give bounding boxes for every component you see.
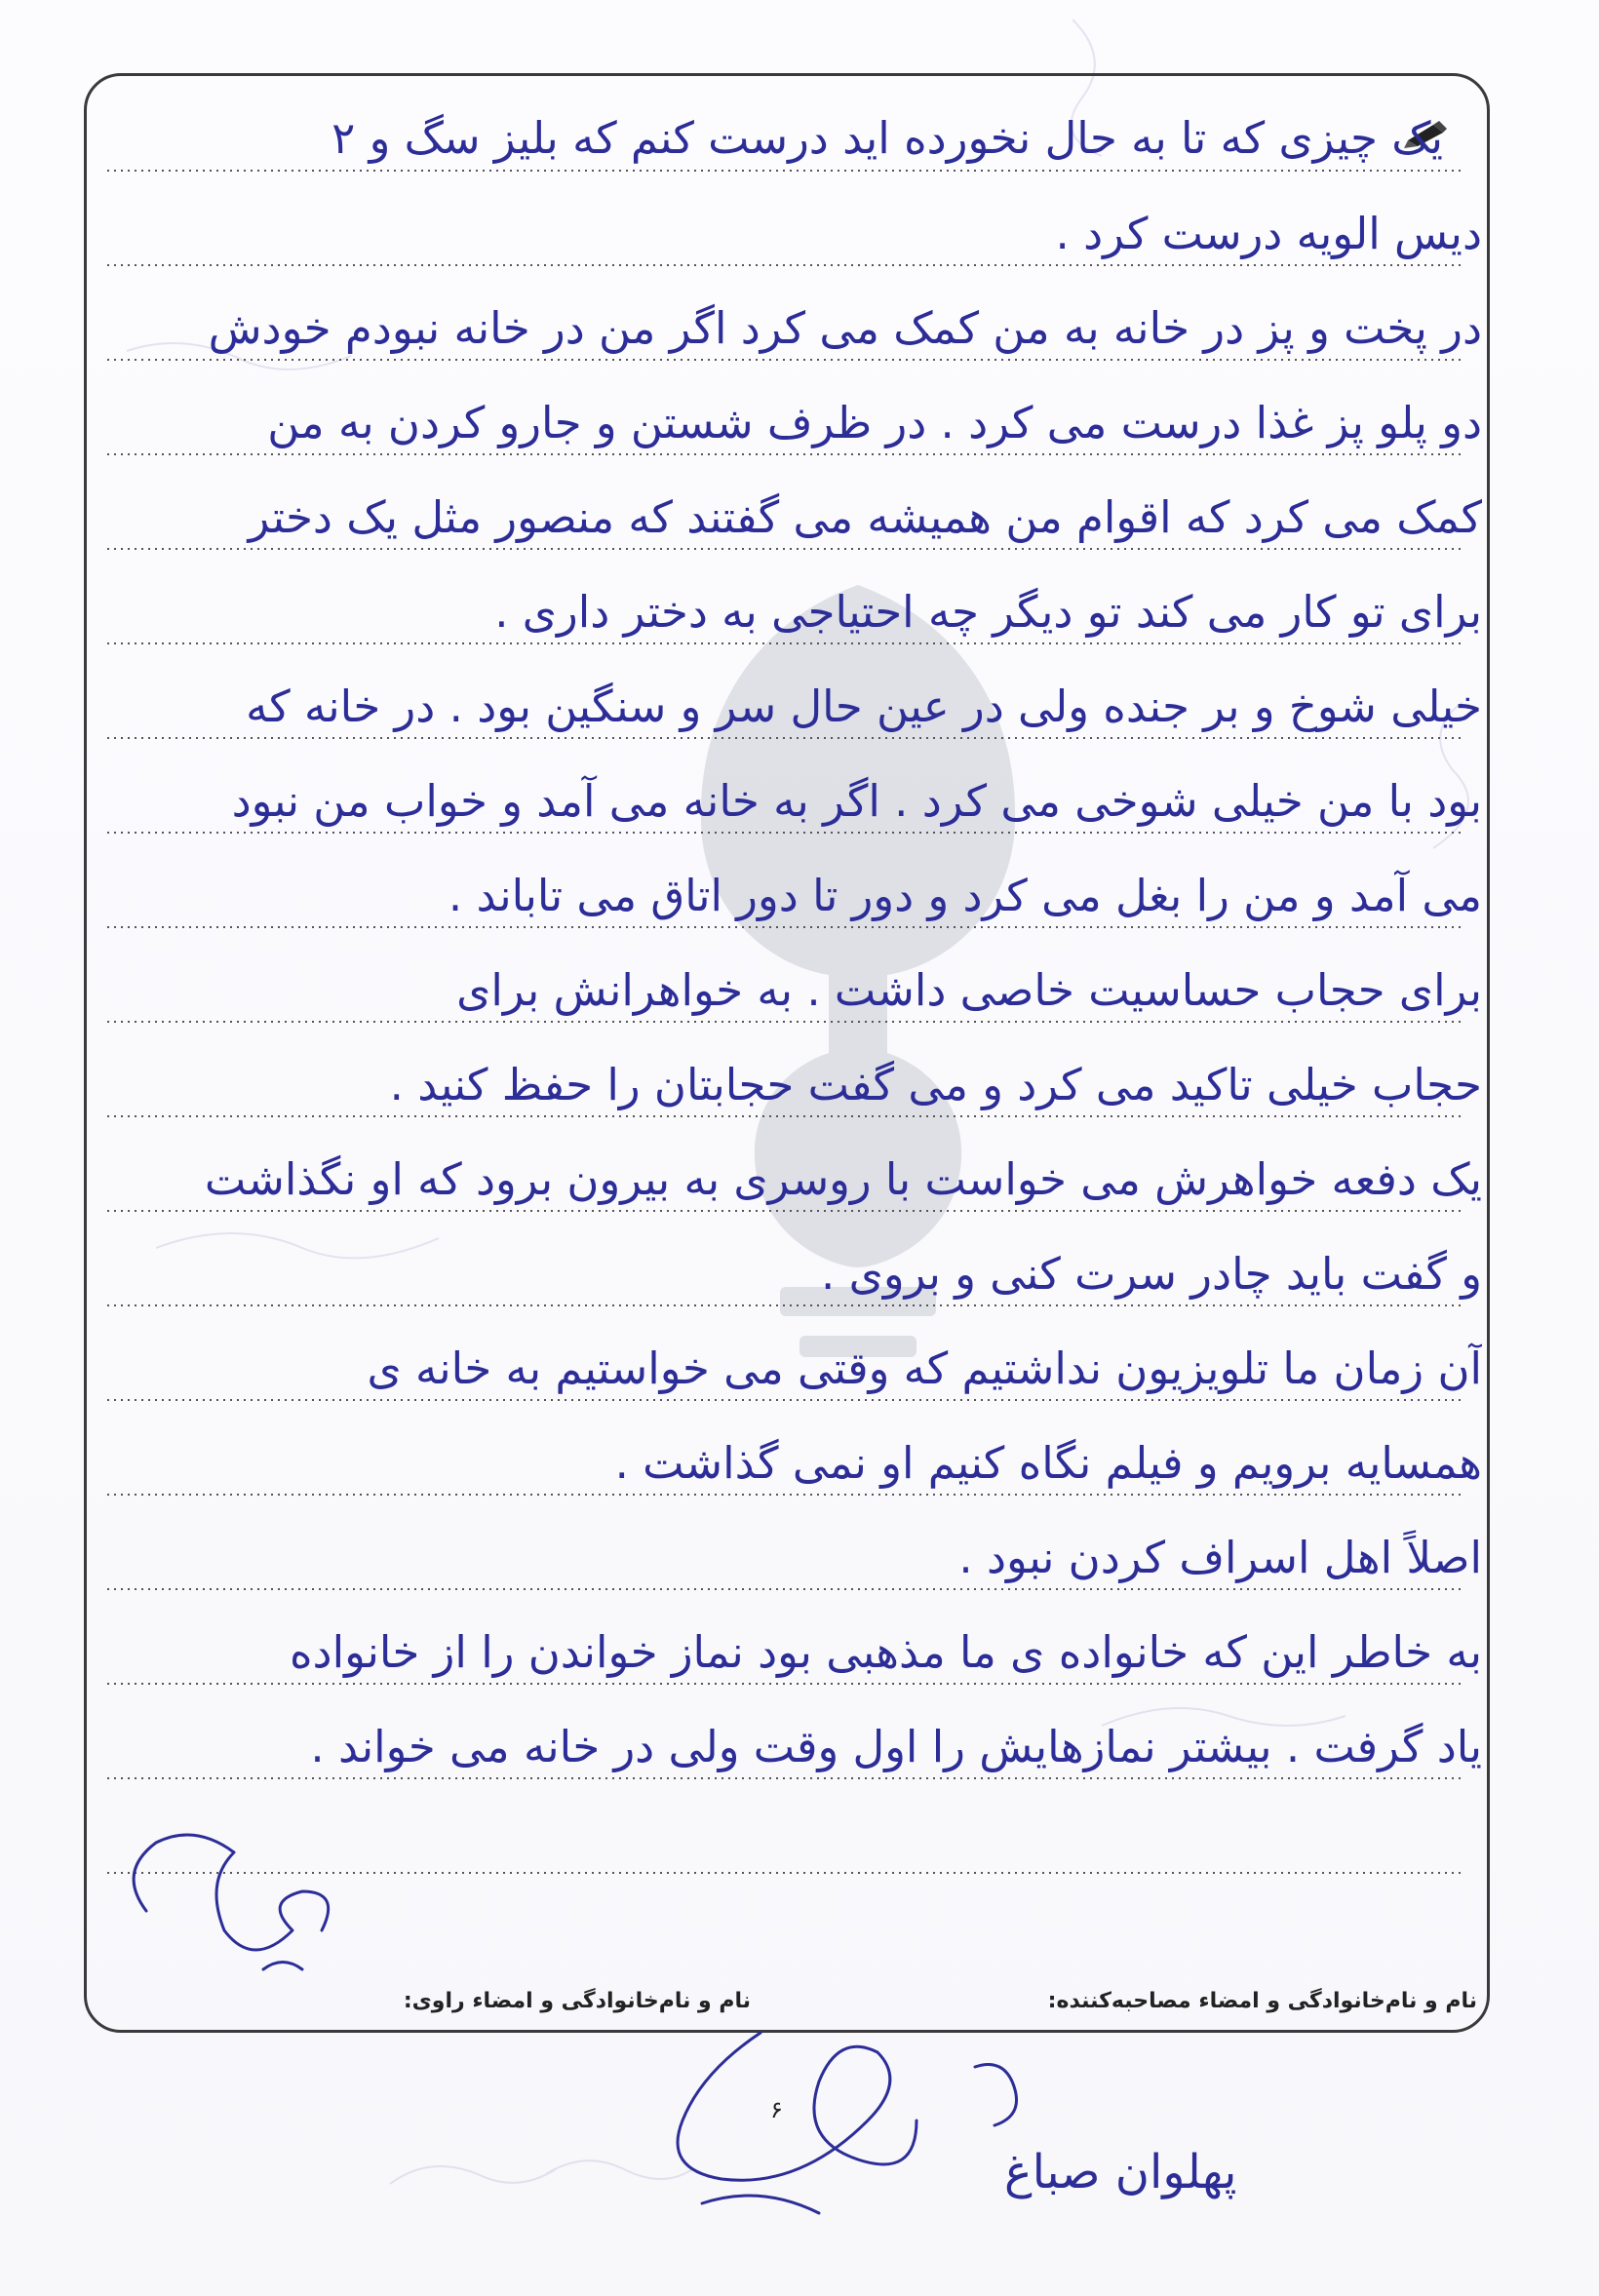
handwritten-line: یک دفعه خواهرش می خواست با روسری به بیرون برود که او نگذاشت <box>204 1153 1482 1205</box>
signature-name: پهلوان صباغ <box>1004 2145 1237 2199</box>
handwritten-line: برای تو کار می کند تو دیگر چه احتیاجی به دختر داری . <box>494 586 1482 638</box>
handwritten-line: برای حجاب حساسیت خاصی داشت . به خواهرانش برای <box>456 964 1482 1016</box>
page-number: ۶ <box>770 2096 783 2123</box>
handwritten-line: یک چیزی که تا به حال نخورده اید درست کنم که بلیز سگ و ۲ <box>332 112 1443 164</box>
handwritten-line: همسایه برویم و فیلم نگاه کنیم او نمی گذاشت . <box>614 1437 1482 1489</box>
handwritten-line: اصلاً اهل اسراف کردن نبود . <box>958 1532 1482 1583</box>
handwritten-line: کمک می کرد که اقوام من همیشه می گفتند که منصور مثل یک دختر <box>248 491 1482 543</box>
handwritten-line: می آمد و من را بغل می کرد و دور تا دور اتاق می تاباند . <box>448 870 1482 921</box>
handwritten-line: به خاطر این که خانواده ی ما مذهبی بود نماز خواندن را از خانواده <box>289 1626 1482 1678</box>
handwritten-line: خیلی شوخ و بر جنده ولی در عین حال سر و سنگین بود . در خانه که <box>246 681 1482 732</box>
handwritten-line: و گفت باید چادر سرت کنی و بروی . <box>821 1248 1482 1300</box>
handwritten-line: در پخت و پز در خانه به من کمک می کرد اگر من در خانه نبودم خودش <box>208 302 1482 354</box>
handwritten-line: دو پلو پز غذا درست می کرد . در ظرف شستن و جارو کردن به من <box>267 397 1482 448</box>
handwritten-line: یاد گرفت . بیشتر نمازهایش را اول وقت ولی در خانه می خواند . <box>310 1721 1482 1772</box>
interviewer-signature-label: نام و نام‌خانوادگی و امضاء مصاحبه‌کننده: <box>1047 1989 1477 2013</box>
narrator-signature-label: نام و نام‌خانوادگی و امضاء راوی: <box>403 1989 751 2013</box>
handwritten-line: آن زمان ما تلویزیون نداشتیم که وقتی می خواستیم به خانه ی <box>367 1343 1482 1394</box>
handwritten-line: دیس الویه درست کرد . <box>1055 208 1482 259</box>
handwritten-line: حجاب خیلی تاکید می کرد و می گفت حجابتان را حفظ کنید . <box>389 1059 1482 1110</box>
handwritten-line: بود با من خیلی شوخی می کرد . اگر به خانه می آمد و خواب من نبود <box>231 775 1482 827</box>
